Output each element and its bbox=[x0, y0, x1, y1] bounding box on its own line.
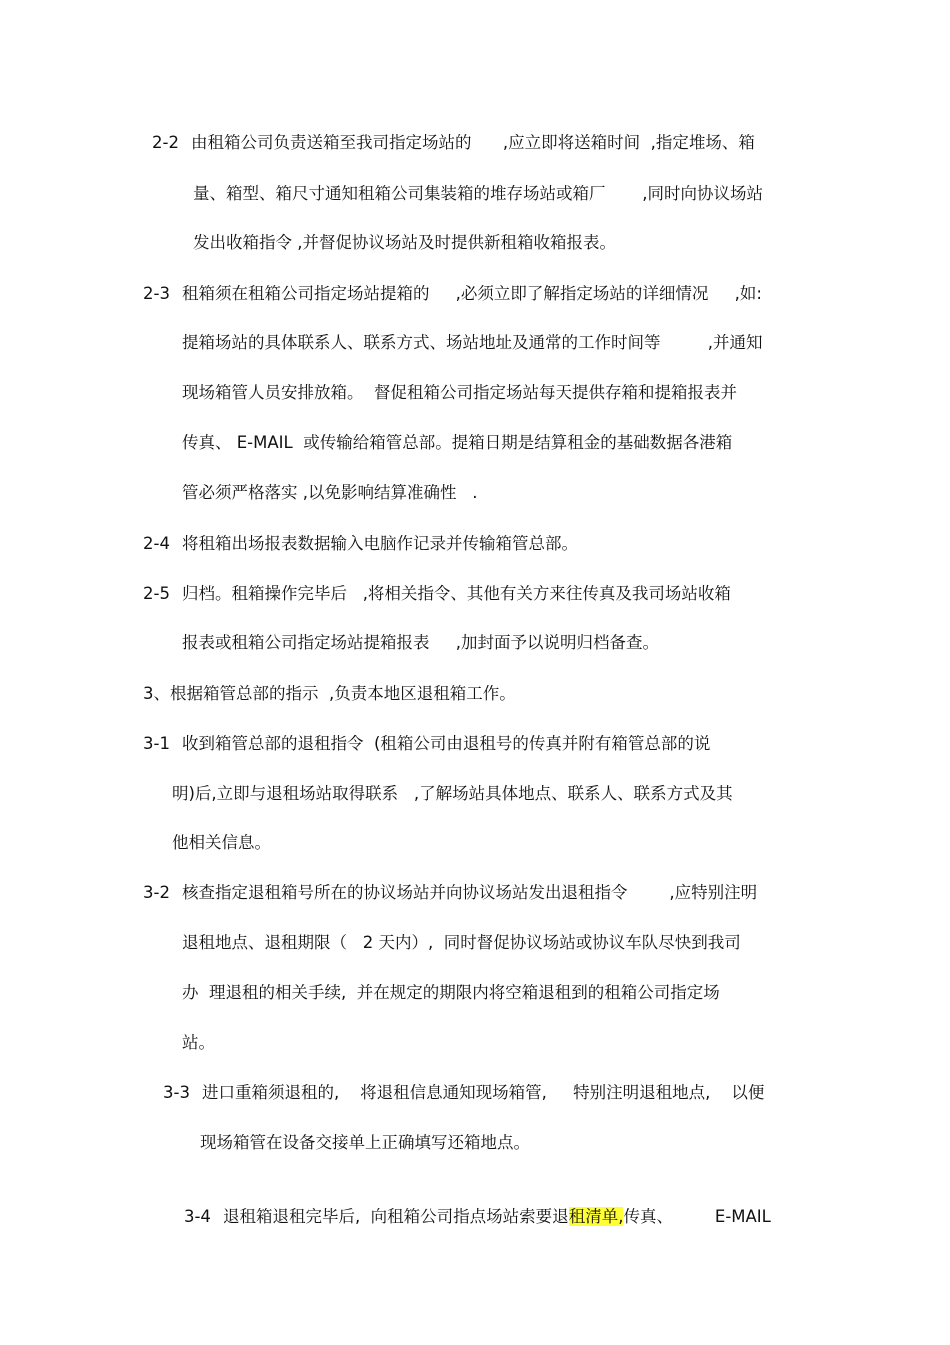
line-text: 现场箱管在设备交接单上正确填写还箱地点。 bbox=[200, 1133, 530, 1152]
clause-number: 3-3 bbox=[163, 1083, 190, 1102]
line-text: 报表或租箱公司指定场站提箱报表 ,加封面予以说明归档备查。 bbox=[182, 633, 659, 652]
clause-text: 退租箱退租完毕后, 向租箱公司指点场站索要退 bbox=[222, 1207, 569, 1226]
line-text: 归档。租箱操作完毕后 ,将相关指令、其他有关方来往传真及我司场站收箱 bbox=[181, 584, 731, 603]
text-line bbox=[182, 1031, 215, 1055]
line-text: 收到箱管总部的退租指令 (租箱公司由退租号的传真并附有箱管总部的说 bbox=[181, 734, 711, 753]
text-line bbox=[200, 1131, 530, 1155]
line-text: 由租箱公司负责送箱至我司指定场站的 ,应立即将送箱时间 ,指定堆场、箱 bbox=[190, 133, 755, 152]
clause-number: 3-1 bbox=[143, 734, 170, 753]
line-text: 3、根据箱管总部的指示 ,负责本地区退租箱工作。 bbox=[143, 684, 516, 703]
line-text: 他相关信息。 bbox=[172, 833, 271, 852]
text-line bbox=[143, 532, 578, 556]
text-line bbox=[172, 831, 271, 855]
clause-number: 2-5 bbox=[143, 584, 170, 603]
text-line bbox=[182, 381, 737, 405]
line-text: 办 理退租的相关手续, 并在规定的期限内将空箱退租到的租箱公司指定场 bbox=[182, 983, 720, 1002]
line-text: 量、箱型、箱尺寸通知租箱公司集装箱的堆存场站或箱厂 ,同时向协议场站 bbox=[193, 184, 763, 203]
text-line bbox=[143, 682, 516, 706]
text-line bbox=[182, 431, 732, 455]
clause-number: 2-4 bbox=[143, 534, 170, 553]
text-line bbox=[182, 931, 741, 955]
clause-number: 3-4 bbox=[183, 1207, 211, 1226]
text-line bbox=[143, 881, 757, 905]
line-text: 现场箱管人员安排放箱。 督促租箱公司指定场站每天提供存箱和提箱报表并 bbox=[182, 383, 737, 402]
line-text: 提箱场站的具体联系人、联系方式、场站地址及通常的工作时间等 ,并通知 bbox=[182, 333, 763, 352]
clause-number: 2-2 bbox=[152, 133, 179, 152]
clause-number: 3-2 bbox=[143, 883, 170, 902]
line-text: 管必须严格落实 ,以免影响结算准确性 . bbox=[182, 483, 478, 502]
line-text: 传真、 E-MAIL 或传输给箱管总部。提箱日期是结算租金的基础数据各港箱 bbox=[182, 433, 733, 452]
line-text: 发出收箱指令 ,并督促协议场站及时提供新租箱收箱报表。 bbox=[193, 233, 616, 252]
text-line bbox=[143, 732, 710, 756]
text-line bbox=[182, 331, 762, 355]
text-line bbox=[193, 182, 763, 206]
line-text: 进口重箱须退租的, 将退租信息通知现场箱管, 特别注明退租地点, 以便 bbox=[201, 1083, 765, 1102]
text-line bbox=[193, 231, 616, 255]
line-text: 将租箱出场报表数据输入电脑作记录并传输箱管总部。 bbox=[181, 534, 578, 553]
text-line bbox=[152, 131, 755, 155]
line-text: 租箱须在租箱公司指定场站提箱的 ,必须立即了解指定场站的详细情况 ,如: bbox=[181, 284, 762, 303]
text-line bbox=[143, 282, 762, 306]
text-line bbox=[182, 631, 659, 655]
text-line bbox=[182, 981, 720, 1005]
line-text: 站。 bbox=[182, 1033, 215, 1052]
line-text: 核查指定退租箱号所在的协议场站并向协议场站发出退租指令 ,应特别注明 bbox=[181, 883, 758, 902]
clause-number: 2-3 bbox=[143, 284, 170, 303]
text-line bbox=[163, 1081, 764, 1105]
paragraph-3-4 bbox=[163, 1181, 771, 1253]
line-text: 明)后,立即与退租场站取得联系 ,了解场站具体地点、联系人、联系方式及其 bbox=[172, 784, 733, 803]
line-text: 退租地点、退租期限（ 2 天内）, 同时督促协议场站或协议车队尽快到我司 bbox=[182, 933, 741, 952]
text-line bbox=[143, 582, 731, 606]
text-line bbox=[172, 782, 733, 806]
text-line bbox=[182, 481, 477, 505]
highlighted-text: 租清单, bbox=[568, 1207, 624, 1226]
clause-text-tail: 传真、 E-MAIL bbox=[623, 1207, 771, 1226]
